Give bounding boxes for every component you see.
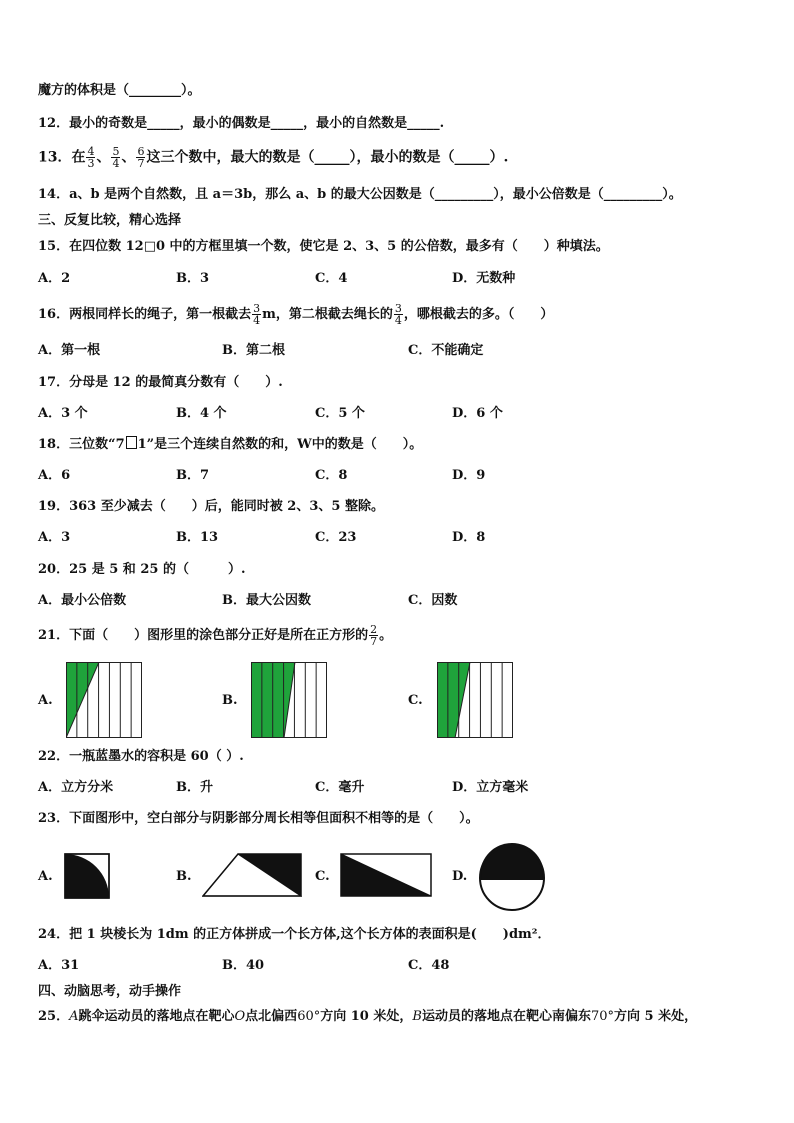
q19-option-c[interactable]: C．23	[315, 530, 357, 545]
q21-figure-b[interactable]	[251, 662, 327, 738]
q18-text: 18．三位数“7 1”是三个连续自然数的和，W中的数是（ ）。	[38, 437, 423, 452]
q22-option-b[interactable]: B．升	[176, 780, 213, 795]
q19-option-a[interactable]: A．3	[38, 530, 71, 545]
q17-text: 17．分母是 12 的最简真分数有（ ）.	[38, 375, 283, 390]
q16-frac-1: $\frac{3}{4}$	[253, 302, 261, 327]
q25-text: 25．A跳伞运动员的落地点在靶心O点北偏西60°方向 10 米处，B运动员的落地点在靶心南偏东70°方向 5 米处，	[38, 1009, 698, 1024]
q16-option-a[interactable]: A．第一根	[38, 343, 101, 358]
q23-label-d: D.	[452, 869, 468, 884]
q15-text: 15．在四位数 12□0 中的方框里填一个数，使它是 2、3、5 的公倍数，最多有（ ）种填法。	[38, 239, 609, 254]
q22-text: 22．一瓶蓝墨水的容积是 60（ ）.	[38, 749, 244, 764]
q19-option-b[interactable]: B．13	[176, 530, 219, 545]
q21-label-a: A.	[38, 693, 53, 708]
q23-label-a: A.	[38, 869, 53, 884]
q16-option-b[interactable]: B．第二根	[222, 343, 285, 358]
q18-option-d[interactable]: D．9	[452, 468, 486, 483]
q21-text: 21．下面（ ）图形里的涂色部分正好是所在正方形的 $\frac{2}{7}$ 。	[38, 623, 393, 648]
q17-option-d[interactable]: D．6 个	[452, 406, 503, 421]
shaded-region	[480, 843, 544, 875]
q23-label-c: C.	[315, 869, 330, 884]
q21-frac: $\frac{2}{7}$	[370, 623, 378, 648]
q15-option-b[interactable]: B．3	[176, 271, 210, 286]
q22-option-a[interactable]: A．立方分米	[38, 780, 114, 795]
section-3-heading: 三、反复比较，精心选择	[38, 213, 182, 228]
q23-label-b: B.	[176, 869, 192, 884]
q21-figure-c[interactable]	[437, 662, 513, 738]
section-4-heading: 四、动脑思考，动手操作	[38, 984, 182, 999]
q15-option-d[interactable]: D．无数种	[452, 271, 516, 286]
q24-text: 24．把 1 块棱长为 1dm 的正方体拼成一个长方体,这个长方体的表面积是( )dm²．	[38, 927, 551, 942]
shaded-region	[437, 662, 470, 738]
q20-text: 20．25 是 5 和 25 的（ ）.	[38, 562, 246, 577]
q13-frac-1: $\frac{4}{3}$	[87, 145, 95, 170]
q15-option-a[interactable]: A．2	[38, 271, 71, 286]
q14-text: 14．a、b 是两个自然数，且 a＝3b，那么 a、b 的最大公因数是（_________），最小公倍数是（_________）。	[38, 187, 682, 202]
q21-label-c: C.	[408, 693, 423, 708]
q20-option-b[interactable]: B．最大公因数	[222, 593, 311, 608]
q22-option-d[interactable]: D．立方毫米	[452, 780, 529, 795]
q21-figure-a[interactable]	[66, 662, 142, 738]
q22-option-c[interactable]: C．毫升	[315, 780, 365, 795]
q17-option-a[interactable]: A．3 个	[38, 406, 88, 421]
q23-figure-d[interactable]	[477, 843, 547, 913]
q19-option-d[interactable]: D．8	[452, 530, 486, 545]
q24-option-a[interactable]: A．31	[38, 958, 80, 973]
q13-frac-3: $\frac{6}{7}$	[137, 145, 145, 170]
q11-text: 魔方的体积是（________）。	[38, 83, 201, 98]
q13-frac-2: $\frac{5}{4}$	[112, 145, 120, 170]
q16-option-c[interactable]: C．不能确定	[408, 343, 484, 358]
q24-option-c[interactable]: C．48	[408, 958, 450, 973]
q16-text: 16．两根同样长的绳子，第一根截去 $\frac{3}{4}$ m，第二根截去绳长的 $\frac{3}{4}$ ，哪根截去的多。（ ）	[38, 302, 554, 327]
q18-option-b[interactable]: B．7	[176, 468, 210, 483]
q20-option-a[interactable]: A．最小公倍数	[38, 593, 127, 608]
q12-text: 12．最小的奇数是_____，最小的偶数是_____，最小的自然数是_____.	[38, 116, 445, 131]
q21-label-b: B.	[222, 693, 238, 708]
q18-option-a[interactable]: A．6	[38, 468, 71, 483]
q24-option-b[interactable]: B．40	[222, 958, 265, 973]
q18-option-c[interactable]: C．8	[315, 468, 348, 483]
q16-frac-2: $\frac{3}{4}$	[394, 302, 402, 327]
q15-option-c[interactable]: C．4	[315, 271, 348, 286]
q20-option-c[interactable]: C．因数	[408, 593, 458, 608]
q19-text: 19．363 至少减去（ ）后，能同时被 2、3、5 整除。	[38, 499, 384, 514]
q23-figure-b[interactable]	[202, 853, 302, 897]
q23-text: 23．下面图形中，空白部分与阴影部分周长相等但面积不相等的是（ ）。	[38, 811, 479, 826]
q17-option-c[interactable]: C．5 个	[315, 406, 365, 421]
q17-option-b[interactable]: B．4 个	[176, 406, 227, 421]
blank-box-icon	[126, 436, 137, 449]
q13-text: 13．在 $\frac{4}{3}$ 、 $\frac{5}{4}$ 、 $\frac{6}{7}$ 这三个数中，最大的数是（_____），最小的数是（_____）.	[38, 145, 509, 170]
q23-figure-a[interactable]	[64, 853, 110, 899]
q23-figure-c[interactable]	[340, 853, 432, 897]
